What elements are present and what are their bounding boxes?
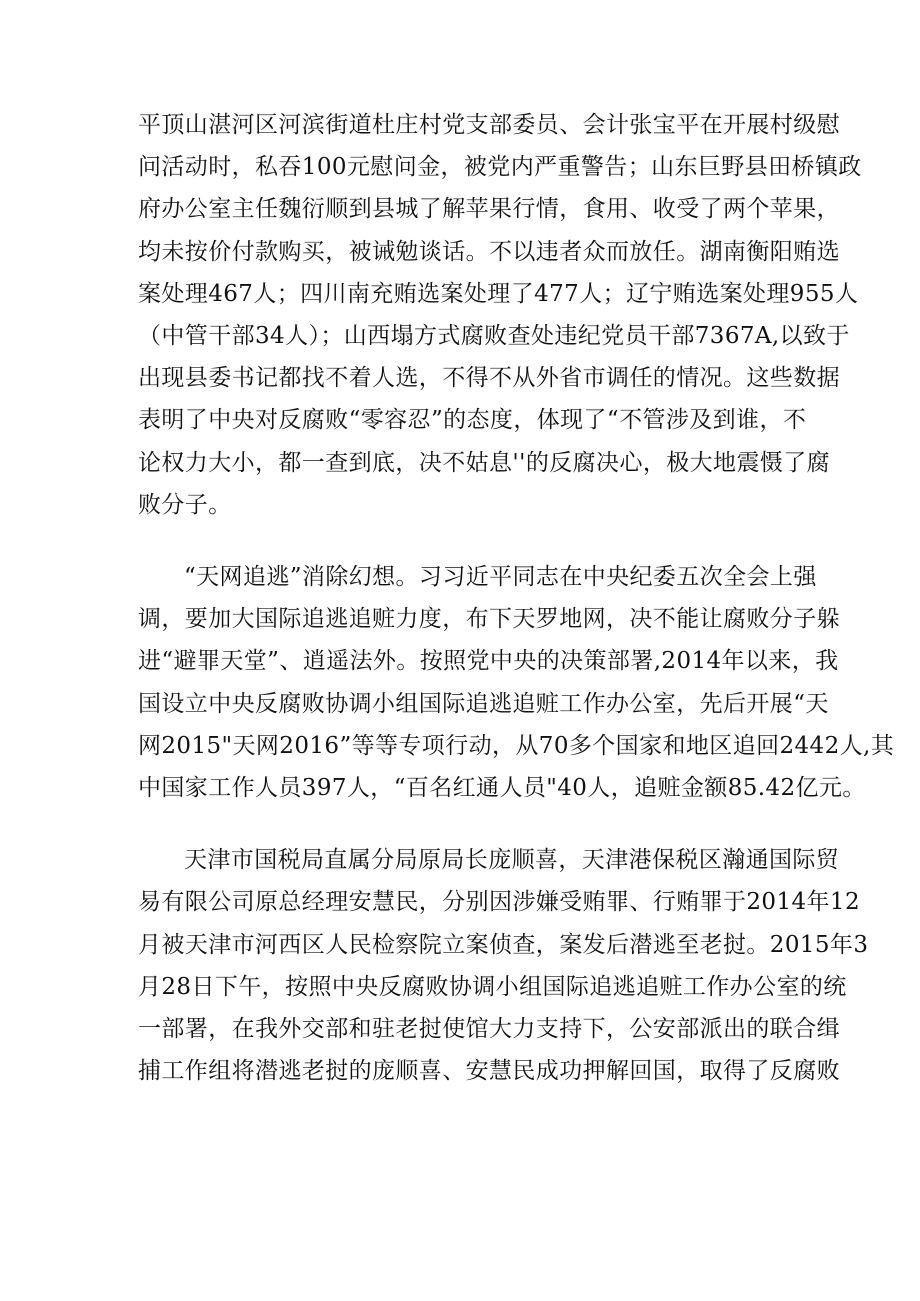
text-line: （中管干部34人）；山西塌方式腐败查处违纪党员干部7367A,以致于 [138,323,850,350]
text-line-indented [138,556,817,598]
paragraph-tianjin-case [138,839,869,1092]
text-line: 月被天津市河西区人民检察院立案侦查，案发后潜逃至老挝。2015年3 [138,931,869,958]
text-line: 中国家工作人员397人，“百名红通人员"40人，追赃金额85.42亿元。 [138,775,866,802]
text-line: 易有限公司原总经理安慧民，分别因涉嫌受贿罪、行贿罪于2014年12 [138,889,860,916]
text-line: 月28日下午，按照中央反腐败协调小组国际追逃追赃工作办公室的统 [138,973,847,1000]
paragraph-spacer [138,526,806,556]
text-line: 均未按价付款购买，被诫勉谈话。不以违者众而放任。湖南衡阳贿选 [138,238,840,265]
text-line: 捕工作组将潜逃老挝的庞顺喜、安慧民成功押解回国，取得了反腐败 [138,1058,840,1085]
paragraph-spacer [138,809,806,839]
text-line: 一部署，在我外交部和驻老挝使馆大力支持下，公安部派出的联合缉 [138,1016,840,1043]
text-line: 表明了中央对反腐败“零容忍”的态度，体现了“不管涉及到谁，不 [138,407,807,434]
text-line: 出现县委书记都找不着人选，不得不从外省市调任的情况。这些数据 [138,365,840,392]
text-line: 国设立中央反腐败协调小组国际追逃追赃工作办公室，先后开展“天 [138,690,829,717]
text-line: 府办公室主任魏衍顺到县城了解苹果行情，食用、收受了两个苹果， [138,196,840,223]
text-line: 败分子。 [138,491,232,518]
text-line: 案处理467人；四川南充贿选案处理了477人；辽宁贿选案处理955人 [138,280,859,307]
text-line: 论权力大小，都一查到底，决不姑息''的反腐决心，极大地震慑了腐 [138,449,831,476]
paragraph-anticorruption-cases [138,104,862,526]
text-line-indented [138,839,840,881]
paragraph-skynet-pursuit [138,556,895,809]
text-line: 网2015"天网2016”等等专项行动，从70多个国家和地区追回2442人,其 [138,732,895,759]
text-line: 平顶山湛河区河滨街道杜庄村党支部委员、会计张宝平在开展村级慰 [138,112,840,138]
text-line: 天津市国税局直属分局原局长庞顺喜，天津港保税区瀚通国际贸 [184,847,840,874]
text-line: 进“避罪天堂”、逍遥法外。按照党中央的决策部署,2014年以来，我 [138,648,839,675]
text-line: 问活动时，私吞100元慰问金，被党内严重警告；山东巨野县田桥镇政 [138,154,862,181]
text-line: 调，要加大国际追逃追赃力度，布下天罗地网，决不能让腐败分子躲 [138,606,840,633]
text-line: “天网追逃”消除幻想。习习近平同志在中央纪委五次全会上强 [184,564,817,591]
